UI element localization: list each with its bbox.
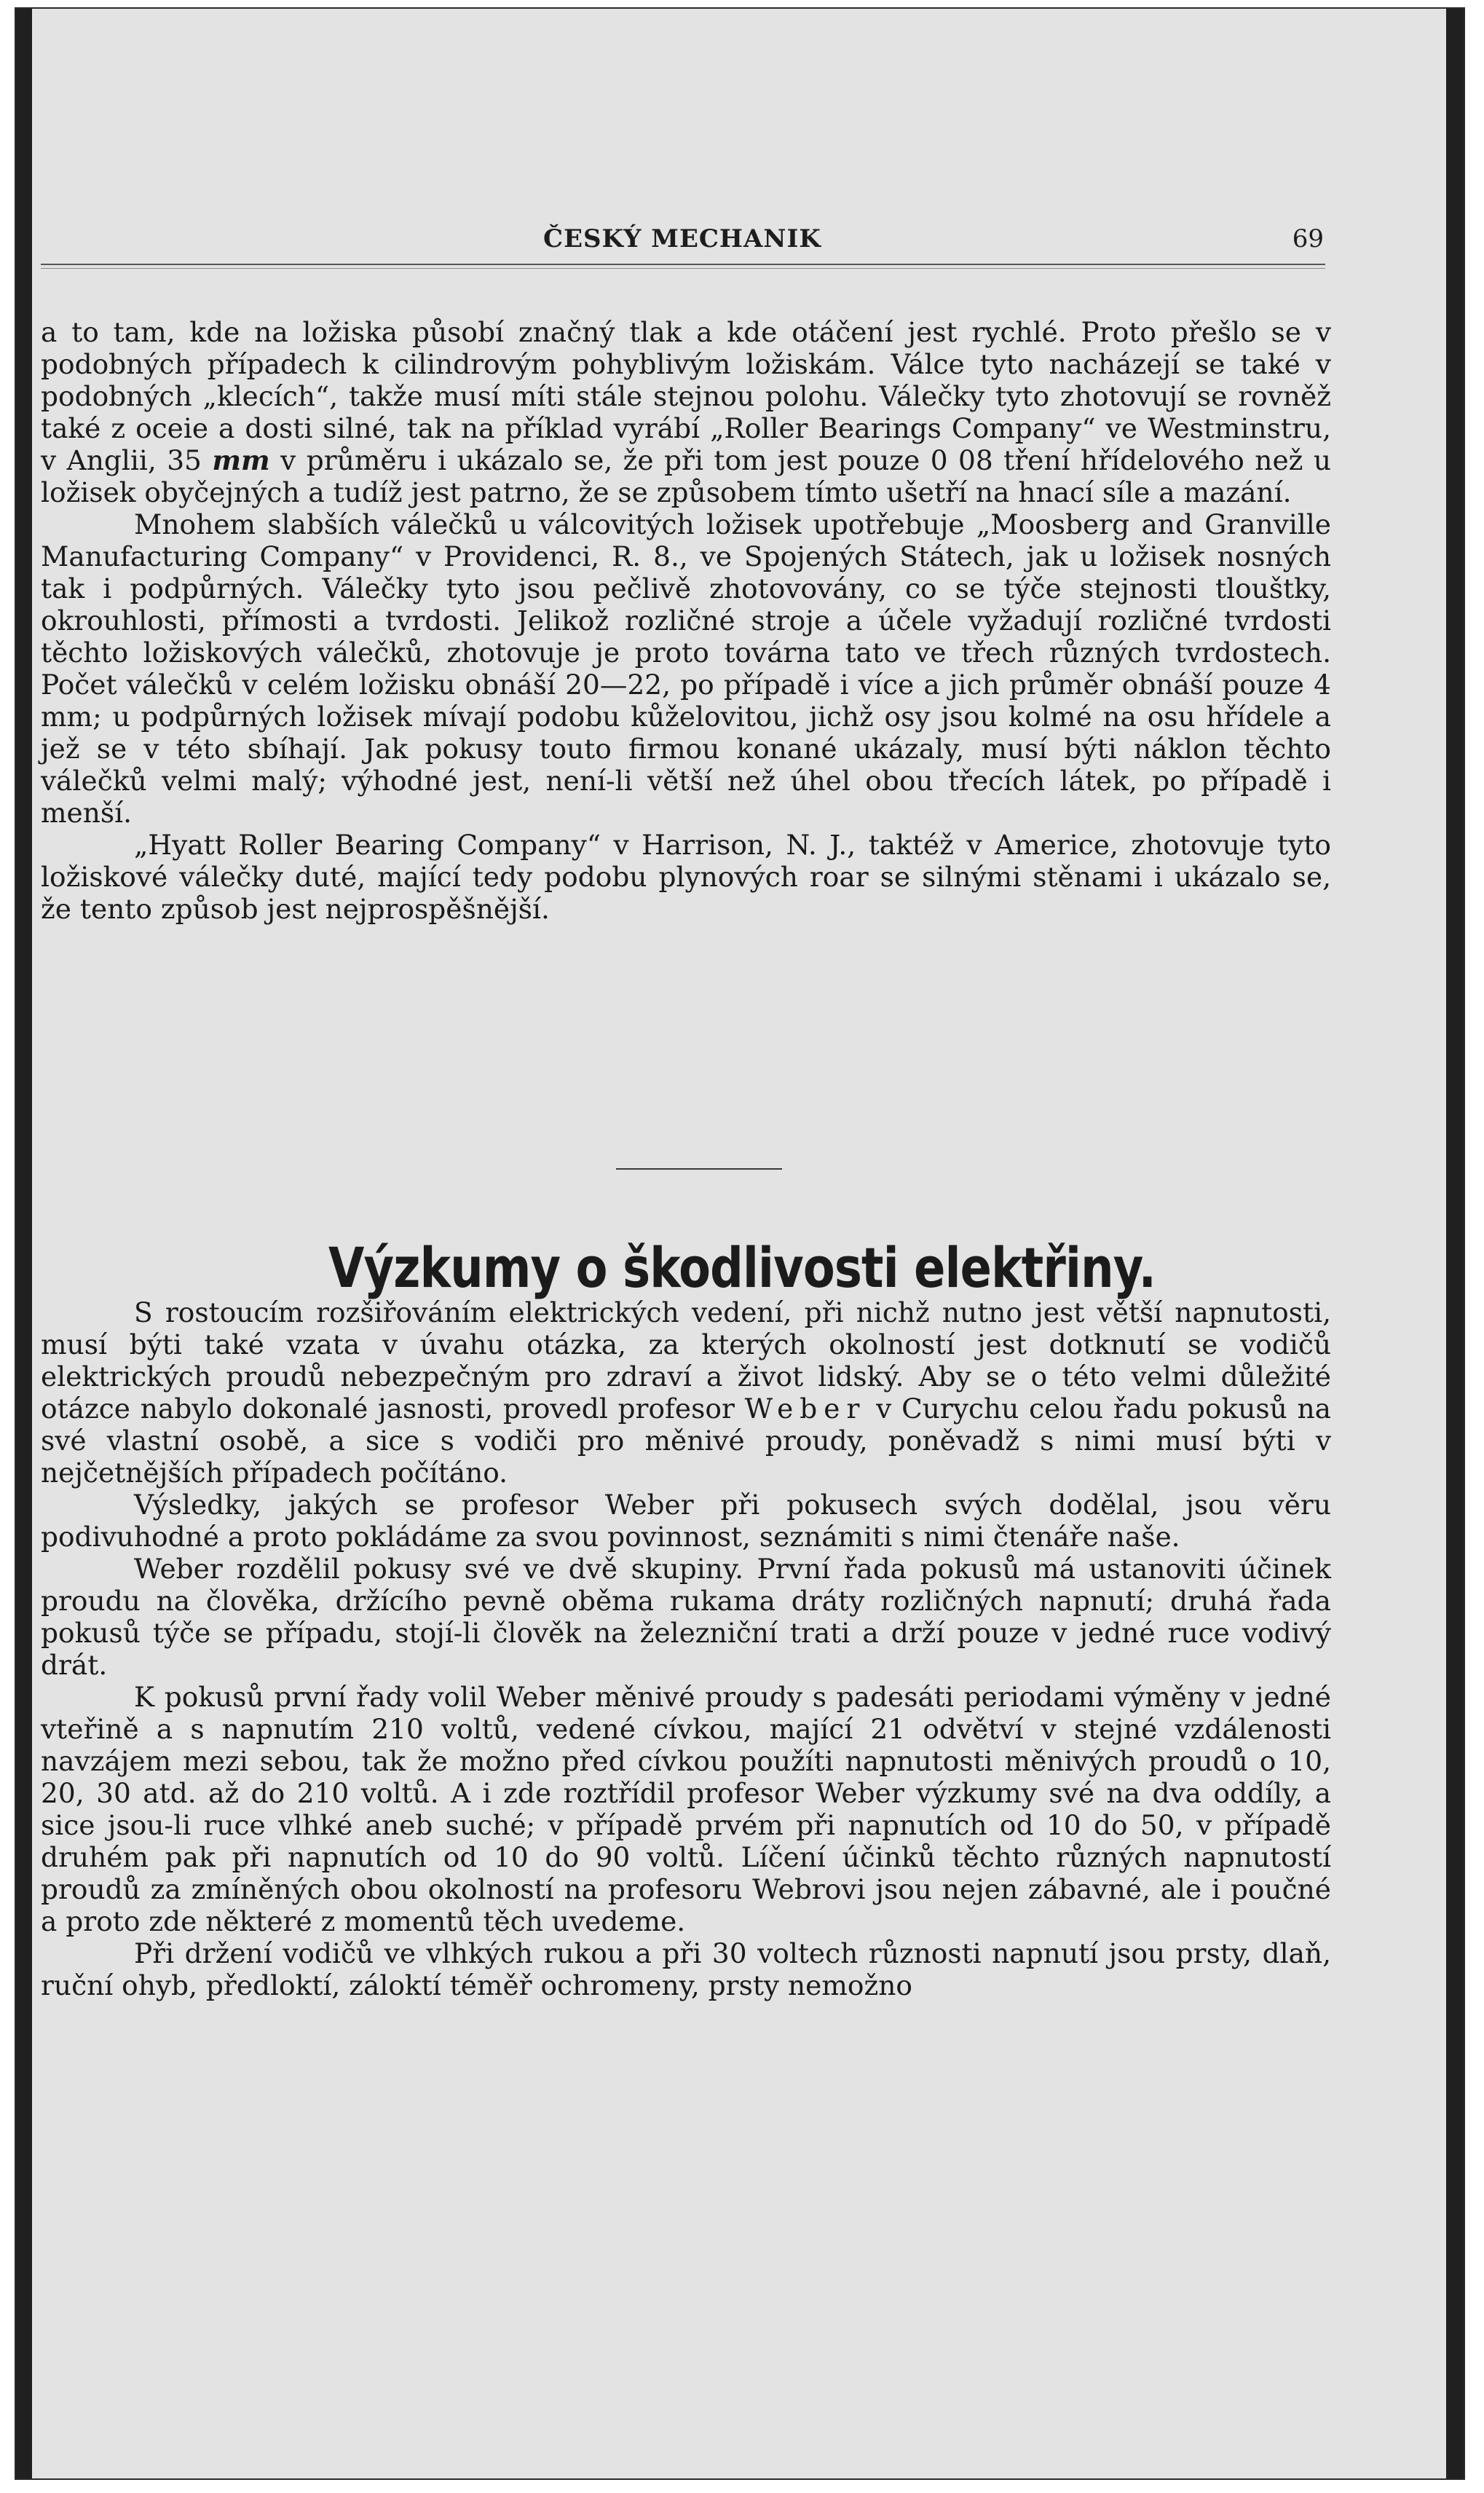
name-weber-spaced: Weber	[744, 1393, 867, 1425]
article-heading: Výzkumy o škodlivosti elektřiny.	[328, 1235, 1156, 1300]
page-number: 69	[1292, 224, 1324, 253]
paragraph: a to tam, kde na ložiska působí značný tlak a kde otáčení jest rychlé. Proto přešlo se v podobných případech k cilindrovým pohyblivým ložiskám. Válce tyto nacházejí se také v podobných „klecích“, takže musí míti stále stejnou polohu. Válečky tyto zhotovují se rovněž také z oceie a dosti silné, tak na příklad vyrábí „Roller Bearings Company“ ve Westminstru, v Anglii, 35 mm v průměru i ukázalo se, že při tom jest pouze 0 08 tření hřídelového než u ložisek obyčejných a tudíž jest patrno, že se způsobem tímto ušetří na hnací síle a mazání.	[41, 316, 1331, 508]
header-rule-thin	[41, 268, 1325, 269]
section-divider	[616, 1168, 782, 1170]
scan-edge-left	[16, 9, 32, 2478]
scan-edge-right	[1446, 9, 1464, 2478]
article-continuation	[41, 316, 1331, 925]
paragraph: Výsledky, jakých se profesor Weber při pokusech svých dodělal, jsou věru podivuhodné a proto pokládáme za svou povinnost, seznámiti s nimi čtenáře naše.	[41, 1489, 1331, 1553]
journal-title: ČESKÝ MECHANIK	[543, 224, 821, 253]
paragraph: Mnohem slabších válečků u válcovitých ložisek upotřebuje „Moosberg and Granville Manufacturing Company“ v Providenci, R. 8., ve Spojených Státech, jak u ložisek nosných tak i podpůrných. Válečky tyto jsou pečlivě zhotovovány, co se týče stejnosti tlouštky, okrouhlosti, přímosti a tvrdosti. Jelikož rozličné stroje a účele vyžadují rozličné tvrdosti těchto ložiskových válečků, zhotovuje je proto továrna tato ve třech různých tvrdostech. Počet válečků v celém ložisku obnáší 20—22, po případě i více a jich průměr obnáší pouze 4 mm; u podpůrných ložisek mívají podobu kůželovitou, jichž osy jsou kolmé na osu hřídele a jež se v této sbíhají. Jak pokusy touto firmou konané ukázaly, musí býti náklon těchto válečků velmi malý; výhodné jest, není-li větší než úhel obou třecích látek, po případě i menší.	[41, 508, 1331, 829]
article-body	[41, 1296, 1331, 2001]
paragraph: „Hyatt Roller Bearing Company“ v Harrison, N. J., taktéž v Americe, zhotovuje tyto ložiskové válečky duté, mající tedy podobu plynových roar se silnými stěnami i ukázalo se, že tento způsob jest nejprospěšnější.	[41, 829, 1331, 925]
paragraph: K pokusů první řady volil Weber měnivé proudy s padesáti periodami výměny v jedné vteřině a s napnutím 210 voltů, vedené cívkou, mající 21 odvětví v stejné vzdálenosti navzájem mezi sebou, tak že možno před cívkou použíti napnutosti měnivých proudů o 10, 20, 30 atd. až do 210 voltů. A i zde roztřídil profesor Weber výzkumy své na dva oddíly, a sice jsou-li ruce vlhké aneb suché; v případě prvém při napnutích od 10 do 50, v případě druhém pak při napnutích od 10 do 90 voltů. Líčení účinků těchto různých napnutostí proudů za zmíněných obou okolností na profesoru Webrovi jsou nejen zábavné, ale i poučné a proto zde některé z momentů těch uvedeme.	[41, 1681, 1331, 1937]
paragraph: Weber rozdělil pokusy své ve dvě skupiny. První řada pokusů má ustanoviti účinek proudu na člověka, držícího pevně oběma rukama dráty rozličných napnutí; druhá řada pokusů týče se případu, stojí-li člověk na železniční trati a drží pouze v jedné ruce vodivý drát.	[41, 1553, 1331, 1681]
running-header	[41, 224, 1324, 268]
paragraph: S rostoucím rozšiřováním elektrických vedení, při nichž nutno jest větší napnutosti, musí býti také vzata v úvahu otázka, za kterých okolností jest dotknutí se vodičů elektrických proudů nebezpečným pro zdraví a život lidský. Aby se o této velmi důležité otázce nabylo dokonalé jasnosti, provedl profesor Weber v Curychu celou řadu pokusů na své vlastní osobě, a sice s vodiči pro měnivé proudy, poněvadž s nimi musí býti v nejčetnějších případech počítáno.	[41, 1296, 1331, 1489]
header-rule	[41, 264, 1325, 265]
unit-mm: mm	[212, 444, 270, 476]
paragraph: Při držení vodičů ve vlhkých rukou a při 30 voltech různosti napnutí jsou prsty, dlaň, ruční ohyb, předloktí, záloktí téměř ochromeny, prsty nemožno	[41, 1937, 1331, 2001]
